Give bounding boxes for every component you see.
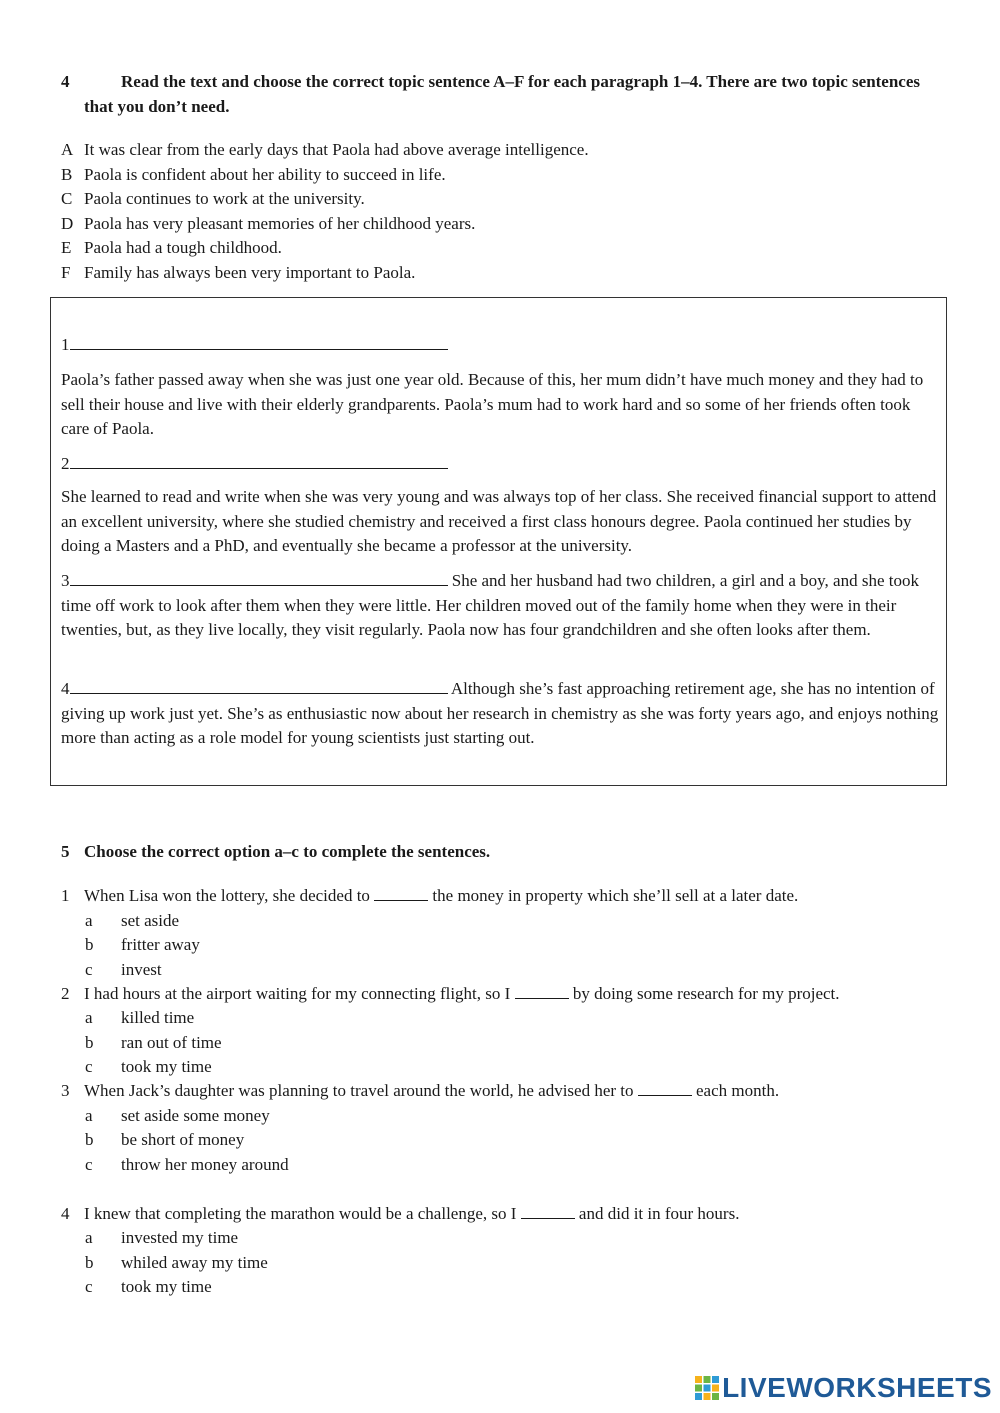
choice-1b[interactable] (85, 933, 200, 958)
exercise-4-heading (61, 70, 941, 119)
answer-gap-3[interactable] (638, 1079, 692, 1096)
choice-2a[interactable] (85, 1006, 194, 1031)
question-number: 4 (61, 1204, 70, 1223)
option-e (61, 236, 589, 261)
paragraph-1-blank-line (61, 332, 939, 358)
option-text: Paola has very pleasant memories of her childhood years. (84, 213, 476, 233)
choice-text: throw her money around (121, 1155, 289, 1174)
paragraph-number: 2 (61, 454, 70, 473)
exercise-4-number: 4 (61, 72, 70, 91)
question-number: 3 (61, 1081, 70, 1100)
exercise-5-heading (61, 840, 490, 865)
choice-text: set aside some money (121, 1106, 270, 1125)
choice-letter: c (85, 1057, 93, 1076)
paragraph-number: 1 (61, 335, 70, 354)
answer-gap-4[interactable] (521, 1202, 575, 1219)
choice-text: invested my time (121, 1228, 239, 1247)
paragraph-2-blank-line (61, 451, 939, 477)
choice-text: fritter away (121, 935, 200, 954)
answer-blank-3[interactable] (70, 568, 448, 586)
choice-4c[interactable] (85, 1275, 212, 1300)
paragraph-number: 3 (61, 571, 70, 590)
question-text-after: by doing some research for my project. (572, 984, 840, 1003)
choice-4b[interactable] (85, 1251, 268, 1276)
choice-letter: b (85, 1253, 94, 1272)
choice-letter: c (85, 1277, 93, 1296)
option-letter: C (61, 189, 73, 208)
option-letter: E (61, 238, 72, 257)
choice-text: set aside (121, 911, 180, 930)
choice-1c[interactable] (85, 958, 162, 983)
choice-3c[interactable] (85, 1153, 289, 1178)
question-number: 1 (61, 886, 70, 905)
option-letter: D (61, 213, 74, 233)
option-text: It was clear from the early days that Paola had above average intelligence. (84, 140, 589, 159)
question-text-before: When Lisa won the lottery, she decided to (84, 886, 370, 905)
choice-text: took my time (121, 1057, 212, 1076)
answer-blank-2[interactable] (70, 451, 448, 469)
choice-letter: a (85, 1228, 93, 1247)
question-3 (61, 1079, 779, 1104)
option-c (61, 187, 589, 212)
option-text: Paola continues to work at the university. (84, 189, 365, 208)
option-d (61, 212, 589, 237)
option-b (61, 163, 589, 188)
paragraph-3 (61, 568, 939, 643)
choice-text: be short of money (121, 1130, 245, 1149)
topic-sentence-options (61, 138, 589, 285)
option-letter: A (61, 140, 74, 159)
choice-text: killed time (121, 1008, 195, 1027)
choice-1a[interactable] (85, 909, 179, 934)
question-text-before: I knew that completing the marathon would be a challenge, so I (84, 1204, 517, 1223)
choice-letter: b (85, 1033, 94, 1052)
question-4 (61, 1202, 739, 1227)
choice-text: took my time (121, 1277, 212, 1296)
exercise-4-instruction: Read the text and choose the correct topic sentence A–F for each paragraph 1–4. There are two topic sentences that you don’t need. (84, 72, 921, 116)
choice-letter: c (85, 960, 93, 979)
option-f (61, 261, 589, 286)
question-1 (61, 884, 798, 909)
answer-blank-1[interactable] (70, 332, 448, 350)
choice-2b[interactable] (85, 1031, 222, 1056)
question-text-after: each month. (696, 1081, 780, 1100)
choice-letter: a (85, 1106, 93, 1125)
paragraph-3-text: She and her husband had two children, a girl and a boy, and she took time off work to look after them when they were little. Her children moved out of the family home when they were in their twenties, but, as they live locally, they visit regularly. Paola now has four grandchildren and she often looks after them. (61, 571, 919, 639)
liveworksheets-logo-text: LIVEWORKSHEETS (722, 1371, 992, 1403)
choice-2c[interactable] (85, 1055, 212, 1080)
answer-gap-1[interactable] (374, 884, 428, 901)
option-letter: F (61, 262, 71, 282)
choice-3b[interactable] (85, 1128, 244, 1153)
option-text: Family has always been very important to Paola. (84, 262, 416, 282)
choice-3a[interactable] (85, 1104, 270, 1129)
question-number: 2 (61, 984, 70, 1003)
answer-blank-4[interactable] (70, 676, 448, 694)
answer-gap-2[interactable] (515, 982, 569, 999)
paragraph-4 (61, 676, 939, 751)
question-2 (61, 982, 840, 1007)
choice-text: ran out of time (121, 1033, 222, 1052)
choice-letter: a (85, 911, 93, 930)
paragraph-number: 4 (61, 679, 70, 698)
option-a (61, 138, 589, 163)
question-text-after: and did it in four hours. (578, 1204, 740, 1223)
choice-letter: b (85, 1130, 94, 1149)
liveworksheets-logo[interactable] (694, 1371, 992, 1405)
question-text-after: the money in property which she’ll sell at a later date. (432, 886, 799, 905)
paragraph-2: She learned to read and write when she was very young and was always top of her class. She received financial support to attend an excellent university, where she studied chemistry and received a first class honours degree. Paola continued her studies by doing a Masters and a PhD, and eventually she became a professor at the university. (61, 487, 937, 555)
exercise-5-number: 5 (61, 842, 70, 861)
choice-4a[interactable] (85, 1226, 238, 1251)
option-letter: B (61, 164, 73, 184)
paragraph-4-text: Although she’s fast approaching retirement age, she has no intention of giving up work just yet. She’s as enthusiastic now about her research in chemistry as she was forty years ago, and enjoys nothing more than acting as a role model for young scientists just starting out. (61, 679, 939, 747)
question-text-before: When Jack’s daughter was planning to travel around the world, he advised her to (84, 1081, 634, 1100)
choice-text: invest (121, 960, 162, 979)
choice-text: whiled away my time (121, 1253, 268, 1272)
paragraph-1: Paola’s father passed away when she was just one year old. Because of this, her mum didn’t have much money and they had to sell their house and live with their elderly grandparents. Paola’s mum had to work hard and so some of her friends often took care of Paola. (61, 370, 924, 438)
liveworksheets-logo-icon (694, 1375, 720, 1401)
choice-letter: c (85, 1155, 93, 1174)
choice-letter: b (85, 935, 94, 954)
option-text: Paola had a tough childhood. (84, 238, 282, 257)
option-text: Paola is confident about her ability to succeed in life. (84, 164, 446, 184)
choice-letter: a (85, 1008, 93, 1027)
reading-text-box (50, 297, 947, 786)
question-text-before: I had hours at the airport waiting for my connecting flight, so I (84, 984, 511, 1003)
exercise-5-instruction: Choose the correct option a–c to complete the sentences. (84, 842, 491, 861)
